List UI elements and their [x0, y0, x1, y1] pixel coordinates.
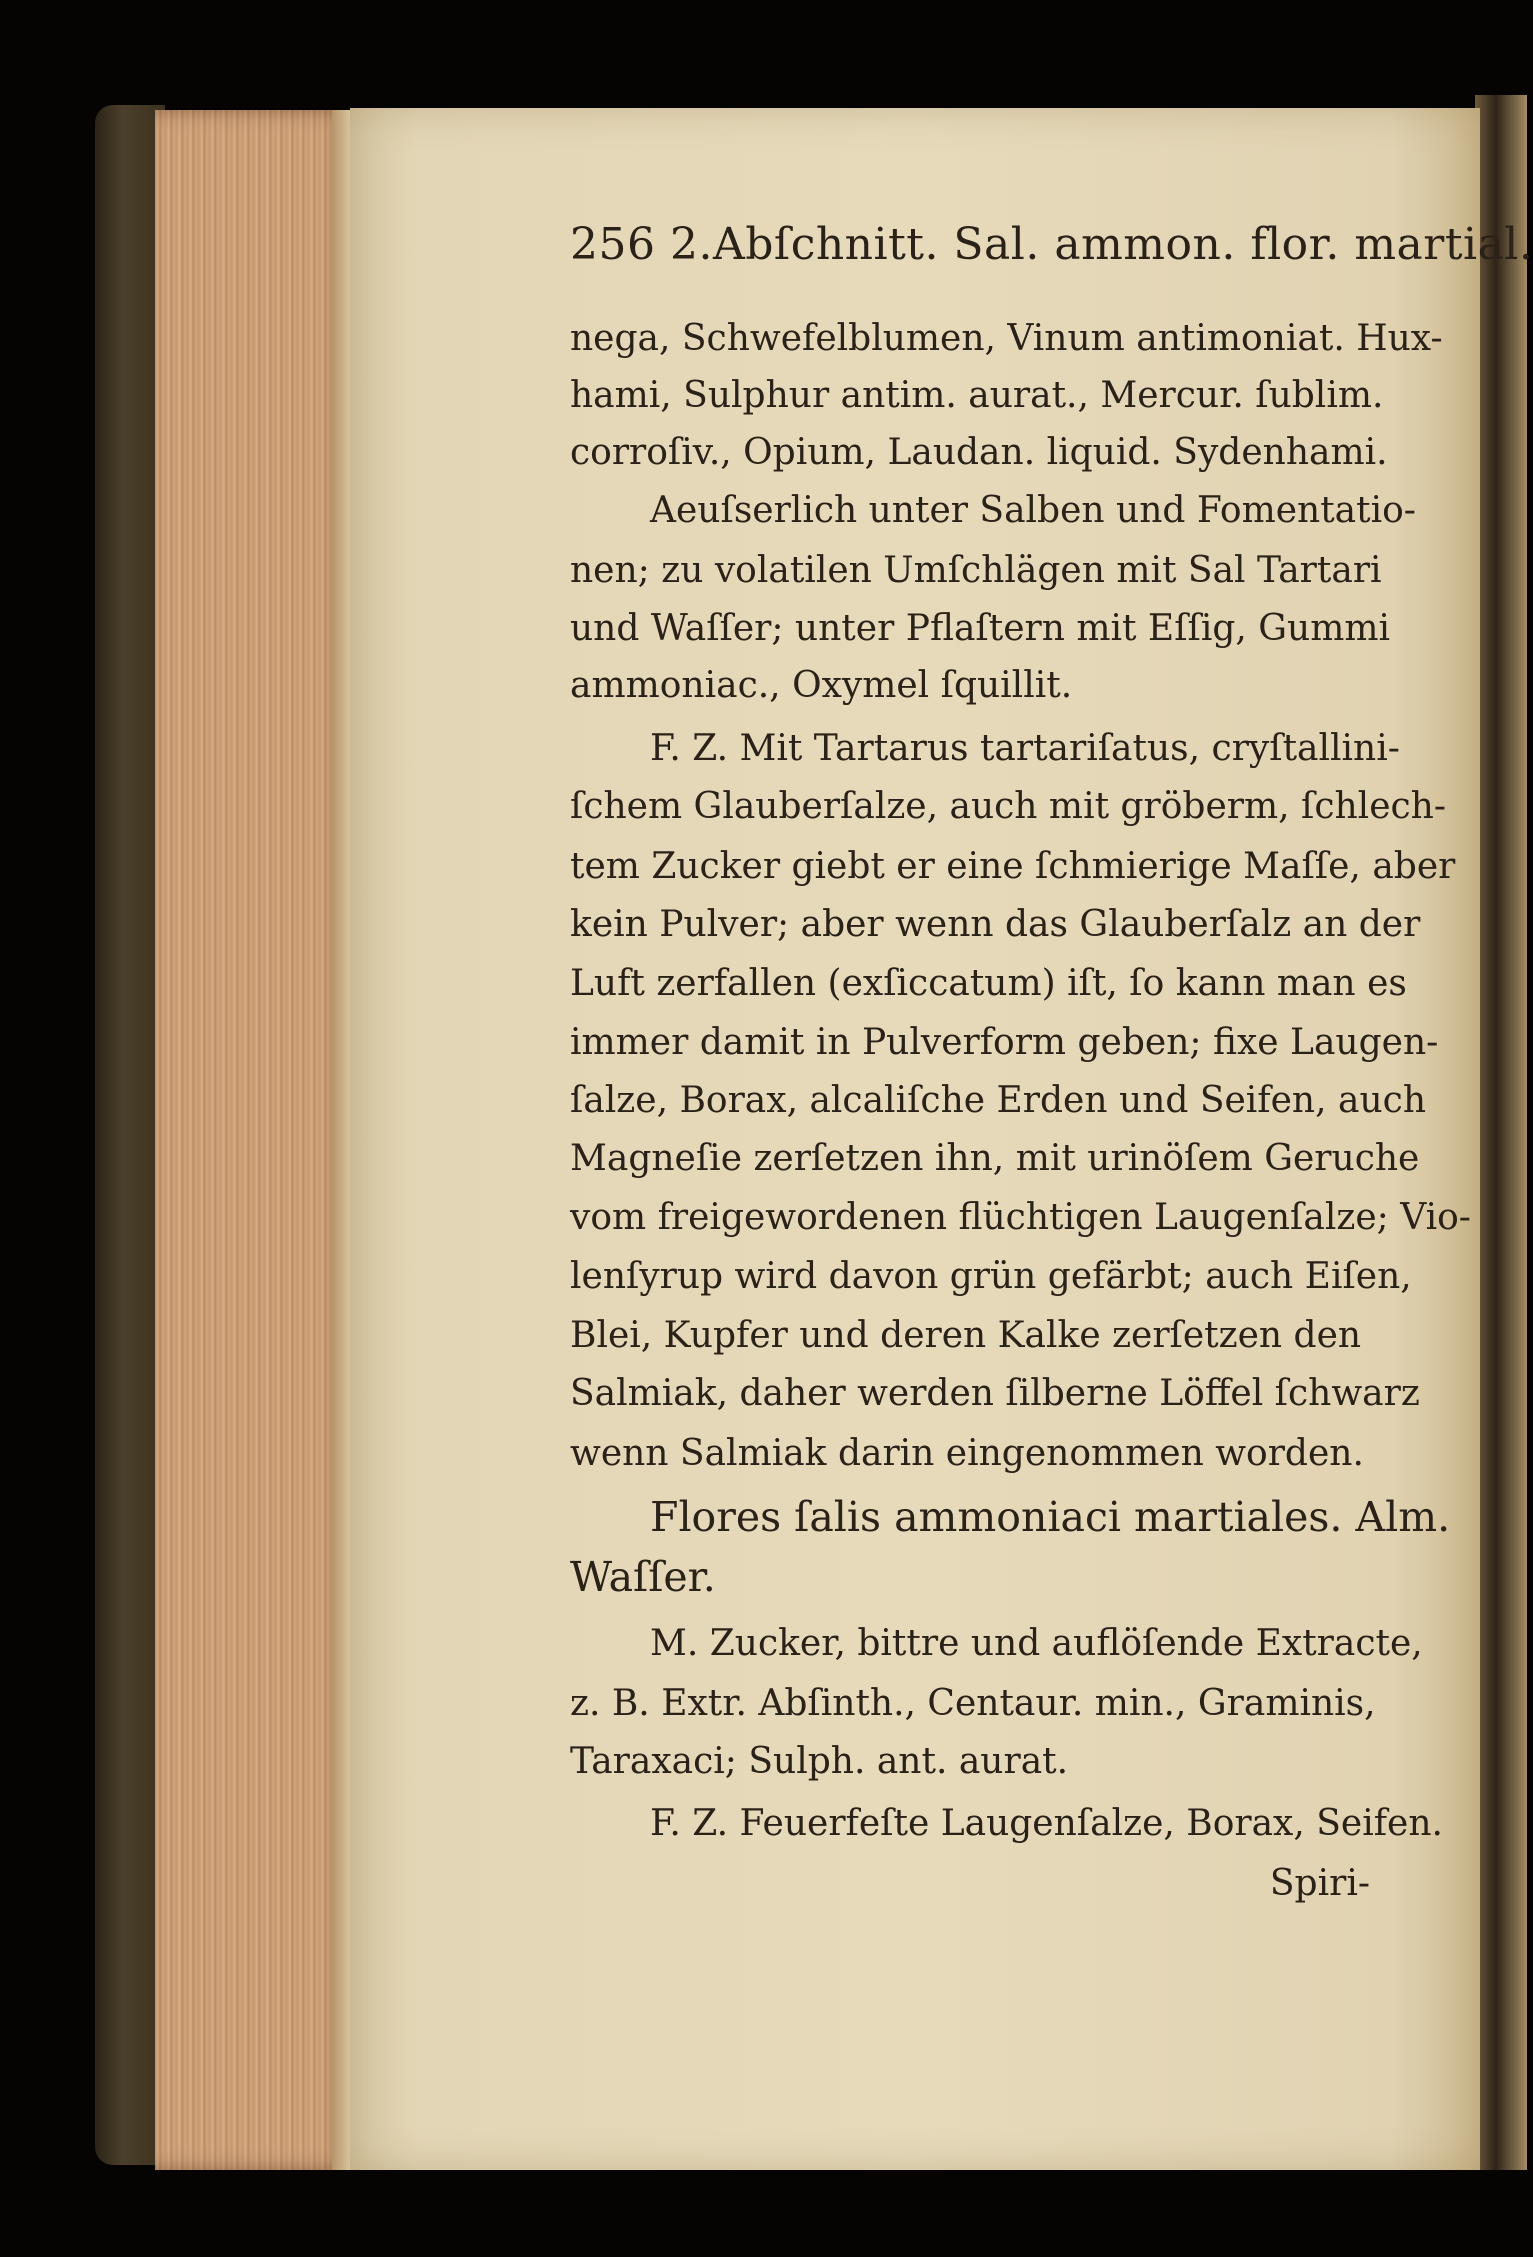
- text-line: M. Zucker, bittre und auflöſende Extracte,: [650, 1623, 1423, 1664]
- running-head: [570, 215, 1533, 275]
- text-line: nen; zu volatilen Umſchlägen mit Sal Tartari: [570, 550, 1382, 591]
- text-line: Blei, Kupfer und deren Kalke zerſetzen den: [570, 1315, 1362, 1356]
- text-line: Magneſie zerſetzen ihn, mit urinöſem Geruche: [570, 1138, 1420, 1179]
- text-line: z. B. Extr. Abſinth., Centaur. min., Graminis,: [570, 1683, 1376, 1724]
- text-line: Waſſer.: [570, 1553, 716, 1601]
- text-line: Luft zerfallen (exſiccatum) iſt, ſo kann man es: [570, 963, 1407, 1004]
- text-line: lenſyrup wird davon grün gefärbt; auch Eiſen,: [570, 1256, 1412, 1297]
- text-line: wenn Salmiak darin eingenommen worden.: [570, 1433, 1364, 1474]
- text-line: und Waſſer; unter Pflaſtern mit Eſſig, Gummi: [570, 608, 1391, 649]
- text-line: hami, Sulphur antim. aurat., Mercur. ſublim.: [570, 375, 1384, 416]
- text-line: ſchem Glauberſalze, auch mit gröberm, ſchlech-: [570, 786, 1447, 827]
- page-number: 256: [570, 219, 656, 270]
- running-title: 2.Abſchnitt. Sal. ammon. flor. martial.: [669, 219, 1533, 270]
- text-line: F. Z. Mit Tartarus tartariſatus, cryſtallini-: [650, 728, 1400, 769]
- text-line: corroſiv., Opium, Laudan. liquid. Sydenhami.: [570, 432, 1388, 473]
- text-line: tem Zucker giebt er eine ſchmierige Maſſe, aber: [570, 846, 1456, 887]
- catchword: Spiri-: [1269, 1863, 1370, 1904]
- text-line: vom freigewordenen flüchtigen Laugenſalze; Vio-: [570, 1197, 1471, 1238]
- text-line: Aeuſserlich unter Salben und Fomentatio-: [650, 490, 1416, 531]
- page-block-edges: [155, 110, 350, 2170]
- text-line: ſalze, Borax, alcaliſche Erden und Seifen, auch: [570, 1080, 1427, 1121]
- next-page-edge: [1475, 95, 1527, 2170]
- text-line: nega, Schwefelblumen, Vinum antimoniat. Hux-: [570, 318, 1443, 359]
- text-line: Taraxaci; Sulph. ant. aurat.: [570, 1741, 1069, 1782]
- text-line: immer damit in Pulverform geben; fixe Laugen-: [570, 1022, 1439, 1063]
- text-line: Salmiak, daher werden ſilberne Löffel ſchwarz: [570, 1373, 1420, 1414]
- text-line: Flores ſalis ammoniaci martiales. Alm.: [650, 1493, 1451, 1541]
- text-line: ammoniac., Oxymel ſquillit.: [570, 665, 1073, 706]
- text-line: F. Z. Feuerfeſte Laugenſalze, Borax, Seifen.: [650, 1803, 1443, 1844]
- text-line: kein Pulver; aber wenn das Glauberſalz an der: [570, 904, 1421, 945]
